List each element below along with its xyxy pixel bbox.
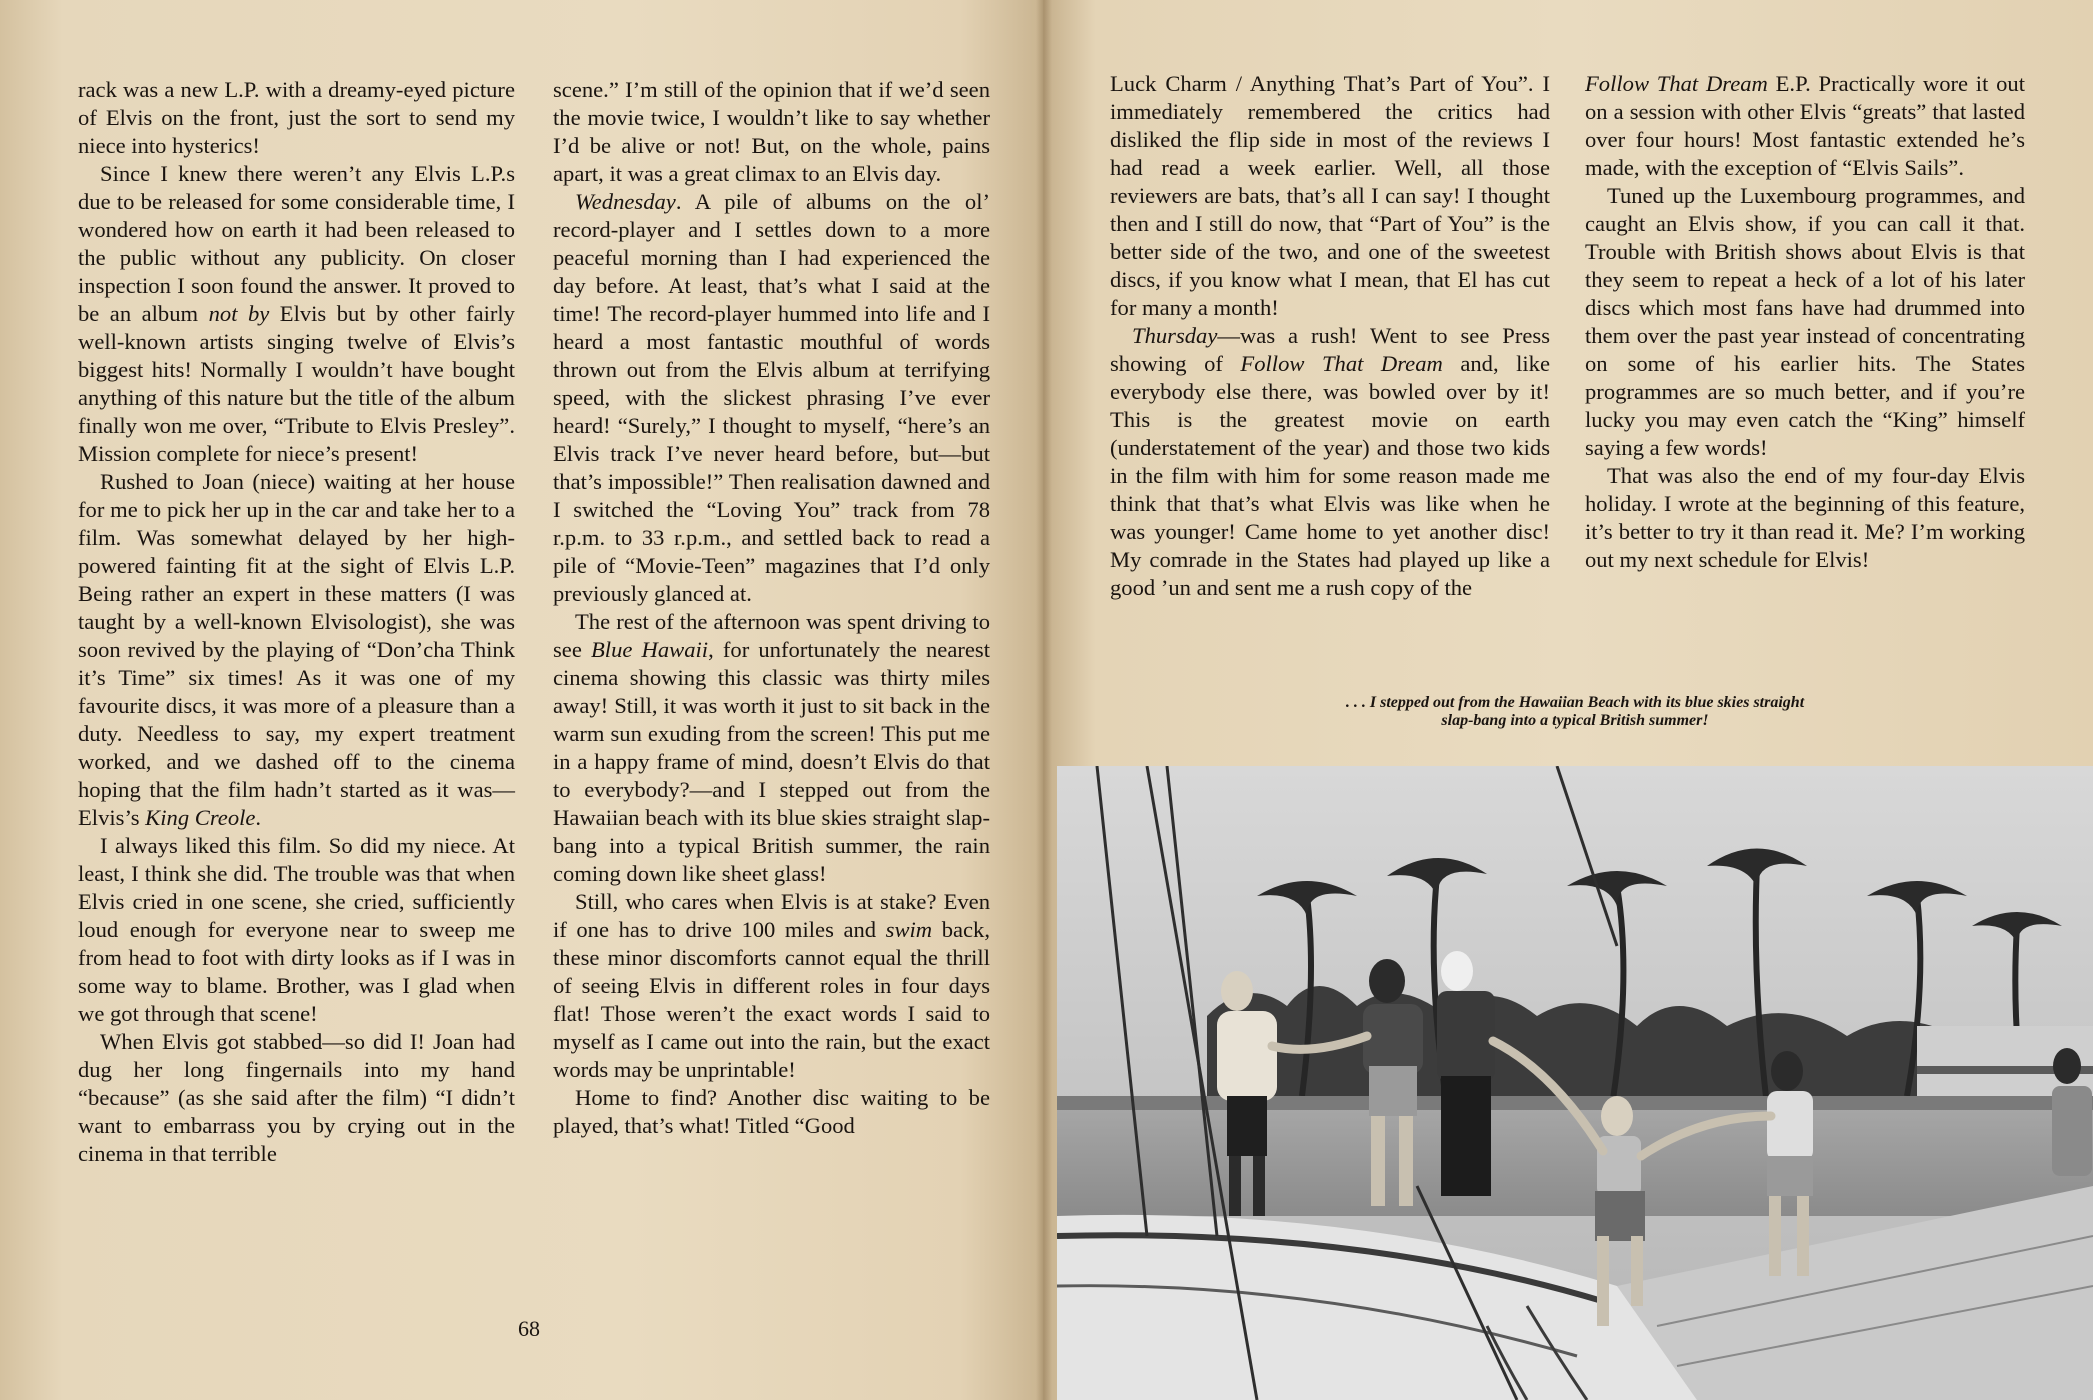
text-run: . xyxy=(255,805,262,830)
beach-photo xyxy=(1057,766,2093,1400)
italic-run: King Creole xyxy=(145,805,256,830)
paragraph xyxy=(78,160,515,468)
page-number: 68 xyxy=(518,1316,540,1341)
text-run: —was a rush! Went to see Press showing of xyxy=(1110,323,1550,376)
text-run: The rest of the afternoon was spent driving to see xyxy=(553,609,990,662)
text-run: That was also the end of my four-day Elvis holiday. I wrote at the beginning of this feature, it’s better to try it than read it. Me? I’m working out my next schedule for Elvis! xyxy=(1585,463,2025,572)
paragraph xyxy=(553,1084,990,1140)
italic-run: Blue Hawaii xyxy=(591,637,709,662)
text-column-4 xyxy=(1585,70,2025,574)
text-column-3 xyxy=(1110,70,1550,602)
text-run: Home to find? Another disc waiting to be played, that’s what! Titled “Good xyxy=(553,1085,990,1138)
text-column-1 xyxy=(78,76,515,1168)
left-page xyxy=(0,0,1043,1400)
paragraph xyxy=(553,188,990,608)
paragraph xyxy=(78,1028,515,1168)
italic-run: Thursday xyxy=(1132,323,1218,348)
text-run: and, like everybody else there, was bowled over by it! This is the greatest movie on earth (understatement of the year) and those two kids in the film with him for some reason made me think that that’s what Elvis was like when he was younger! Came home to yet another disc! My comrade in the States had played up like a good ’un and sent me a rush copy of the xyxy=(1110,351,1550,600)
paragraph xyxy=(1585,70,2025,182)
photo-caption: . . . I stepped out from the Hawaiian Beach with its blue skies straight slap-bang into a typical British summer! xyxy=(1345,694,1805,729)
paragraph xyxy=(1585,182,2025,462)
paragraph xyxy=(553,888,990,1084)
paragraph xyxy=(78,76,515,160)
italic-run: Follow That Dream xyxy=(1240,351,1443,376)
italic-run: Follow That Dream xyxy=(1585,71,1768,96)
page-gutter xyxy=(1036,0,1052,1400)
text-run: , for unfortunately the nearest cinema showing this classic was thirty miles away! Still, it was worth it just to sit back in the warm sun exuding from the screen! This put me in a happy frame of mind, doesn’t Elvis do that to everybody?—and I stepped out from the Hawaiian beach with its blue skies straight slap-bang into a typical British summer, the rain coming down like sheet glass! xyxy=(553,637,990,886)
text-run: E.P. Practically wore it out on a session with other Elvis “greats” that lasted over four hours! Most fantastic extended he’s made, with the exception of “Elvis Sails”. xyxy=(1585,71,2025,180)
text-run: When Elvis got stabbed—so did I! Joan had dug her long fingernails into my hand “because” (as she said after the film) “I didn’t want to embarrass you by crying out in the cinema in that terrible xyxy=(78,1029,515,1166)
italic-run: not by xyxy=(208,301,270,326)
paragraph xyxy=(553,608,990,888)
text-run: I always liked this film. So did my niece. At least, I think she did. The trouble was that when Elvis cried in one scene, she cried, sufficiently loud enough for everyone near to sweep me from head to foot with dirty looks as if I was in some way to blame. Brother, was I glad when we got through that scene! xyxy=(78,833,515,1026)
paragraph xyxy=(1585,462,2025,574)
text-run: . A pile of albums on the ol’ record-player and I settles down to a more peaceful morning than I had experienced the day before. At least, that’s what I said at the time! The record-player hummed into life and I heard a most fantastic mouthful of words thrown out from the Elvis album at terrifying speed, with the slickest phrasing I’ve ever heard! “Surely,” I thought to myself, “here’s an Elvis track I’ve never heard before, but—but that’s impossible!” Then realisation dawned and I switched the “Loving You” track from 78 r.p.m. to 33 r.p.m., and settled back to read a pile of “Movie-Teen” magazines that I’d only previously glanced at. xyxy=(553,189,990,606)
paragraph xyxy=(78,468,515,832)
text-run: Still, who cares when Elvis is at stake? Even if one has to drive 100 miles and xyxy=(553,889,990,942)
text-run: Tuned up the Luxembourg programmes, and caught an Elvis show, if you can call it that. Trouble with British shows about Elvis is that they seem to repeat a heck of a lot of his later discs which most fans have had drummed into them over the past year instead of concentrating on some of his earlier hits. The States programmes are so much better, and if you’re lucky you may even catch the “King” himself saying a few words! xyxy=(1585,183,2025,460)
text-run: Rushed to Joan (niece) waiting at her house for me to pick her up in the car and take her to a film. Was somewhat delayed by her high-powered fainting fit at the sight of Elvis L.P. Being rather an expert in these matters (I was taught by a well-known Elvisologist), she was soon revived by the playing of “Don’cha Think it’s Time” six times! As it was one of my favourite discs, it was more of a pleasure than a duty. Needless to say, my expert treatment worked, and we dashed off to the cinema hoping that the film hadn’t started as it was—Elvis’s xyxy=(78,469,515,830)
beach-photo-icon xyxy=(1057,766,2093,1400)
text-run: Luck Charm / Anything That’s Part of You”. I immediately remembered the critics had disliked the flip side in most of the reviews I had read a week earlier. Well, all those reviewers are bats, that’s all I can say! I thought then and I still do now, that “Part of You” is the better side of the two, and one of the sweetest discs, if you know what I mean, that El has cut for many a month! xyxy=(1110,71,1550,320)
text-run: scene.” I’m still of the opinion that if we’d seen the movie twice, I wouldn’t like to say whether I’d be alive or not! But, on the whole, pains apart, it was a great climax to an Elvis day. xyxy=(553,77,990,186)
paragraph xyxy=(1110,70,1550,322)
italic-run: Wednesday xyxy=(575,189,676,214)
text-run: Elvis but by other fairly well-known artists singing twelve of Elvis’s biggest hits! Normally I wouldn’t have bought anything of this nature but the title of the album finally won me over, “Tribute to Elvis Presley”. Mission complete for niece’s present! xyxy=(78,301,515,466)
italic-run: swim xyxy=(885,917,933,942)
paragraph xyxy=(1110,322,1550,602)
text-run: Since I knew there weren’t any Elvis L.P.s due to be released for some considerable time, I wondered how on earth it had been released to the public without any publicity. On closer inspection I soon found the answer. It proved to be an album xyxy=(78,161,515,326)
text-run: back, these minor discomforts cannot equal the thrill of seeing Elvis in different roles in four days flat! Those weren’t the exact words I said to myself as I came out into the rain, but the exact words may be unprintable! xyxy=(553,917,991,1082)
text-column-2 xyxy=(553,76,990,1140)
paragraph xyxy=(78,832,515,1028)
paragraph xyxy=(553,76,990,188)
text-run: rack was a new L.P. with a dreamy-eyed picture of Elvis on the front, just the sort to send my niece into hysterics! xyxy=(78,77,515,158)
